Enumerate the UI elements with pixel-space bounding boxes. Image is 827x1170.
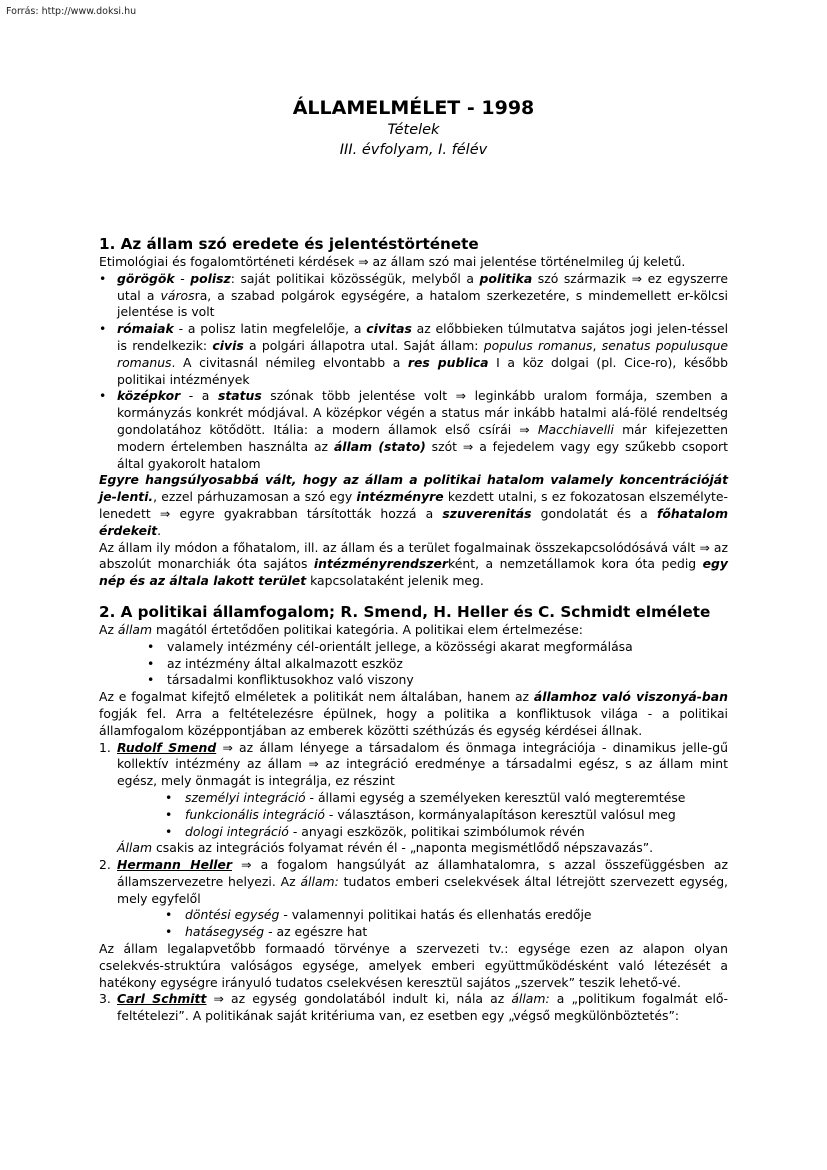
- text: .: [157, 522, 162, 538]
- text: kapcsolataként jelenik meg.: [306, 573, 484, 589]
- document-year: III. évfolyam, I. félév: [339, 142, 488, 158]
- term: állam (stato): [333, 438, 426, 454]
- section-1-intro: Etimológiai és fogalomtörténeti kérdések ⇒ az állam szó mai jelentése történelmileg új keletű.: [99, 254, 686, 269]
- list-item: [165, 824, 728, 841]
- text: szónak több jelentése volt ⇒ leginkább uralom formája, szemben a kormányzás konkrét módjával. A középkor végén a status már inkább hatalmi alá-fölé rendeltség gondolatához kötődött. Itália: a modern államok első csírái ⇒: [117, 388, 728, 437]
- text: - a: [180, 388, 218, 404]
- text: - választáson, kormányalapításon keresztül valósul meg: [324, 806, 676, 822]
- text: - valamennyi politikai hatás és ellenhatás eredője: [279, 907, 592, 923]
- text: szót ⇒ a fejedelem vagy egy szűkebb csoport által gyakorolt hatalom: [117, 438, 728, 471]
- list-item: • valamely intézmény cél-orientált jellege, a közösségi akarat megformálása: [147, 639, 728, 656]
- item-number: 1.: [99, 739, 111, 755]
- text: magától értetődően politikai kategória. A politikai elem értelmezése:: [152, 621, 583, 637]
- term: személyi integráció: [185, 789, 306, 805]
- source-url: Forrás: http://www.doksi.hu: [6, 6, 137, 17]
- section-2-paragraph-2: Az állam legalapvetőbb formaadó törvénye a szervezeti tv.: egysége ezen az alapon olyan cselekvés-struktúra valóságos egysége, amelyek emberi együttműködésként való létezését a hatékony egységre irányuló tudatos cselekvésen keresztül sajátos „szervek” teszik lehető-vé.: [99, 941, 728, 990]
- text: -: [174, 270, 191, 286]
- theorists-list-a: [99, 740, 728, 942]
- list-item: [165, 790, 728, 807]
- term: civitas: [366, 321, 412, 337]
- section-2-intro: [99, 622, 728, 639]
- theorist-name: Hermann Heller: [117, 857, 233, 873]
- list-item-romaiak: [99, 321, 728, 388]
- section-1-paragraph-1: [99, 472, 728, 539]
- document-subtitle: Tételek: [387, 122, 440, 138]
- term: polisz: [190, 270, 231, 286]
- section-1-heading: 1. Az állam szó eredete és jelentéstörténete: [99, 235, 479, 253]
- term: görögök: [117, 270, 175, 286]
- list-item: • társadalmi konfliktusokhoz való viszony: [147, 672, 728, 689]
- term: res publica: [407, 354, 489, 370]
- term: város: [160, 287, 195, 303]
- integration-list: [165, 790, 728, 840]
- term: intézményrendszer: [313, 556, 449, 572]
- term: rómaiak: [117, 321, 174, 337]
- term: Macchiavelli: [537, 421, 614, 437]
- text: a polgári állapotra utal. Saját állam:: [243, 337, 484, 353]
- theorist-name: Carl Schmitt: [117, 991, 207, 1007]
- item-number: 2.: [99, 857, 111, 873]
- text: a „politikum fogalmát elő-feltételezi”. A politikának saját kritériuma van, ez esetben egy „végső megkülönböztetés”:: [117, 991, 728, 1024]
- political-element-list: [147, 639, 728, 689]
- title-block: [99, 96, 728, 160]
- text: - anyagi eszközök, politikai szimbólumok révén: [288, 823, 585, 839]
- text: ⇒ az állam lényege a társadalom és önmaga integrációja - dinamikus jelle-gű kollektív intézmény az állam ⇒ az integráció eredménye a társadalmi egész, s az állam mint egész, mely önmagát is integrálja, ez részint: [117, 739, 729, 789]
- text: szó származik ⇒ ez egyszerre utal a: [117, 270, 728, 303]
- text: már kifejezetten modern értelemben használta az: [117, 421, 728, 454]
- term: állam:: [300, 873, 339, 889]
- term: főhatalom érdekeit: [99, 505, 728, 538]
- term: senatus populusque romanus: [117, 337, 728, 370]
- list-item: [165, 907, 728, 924]
- text: ra, a szabad polgárok egységére, a hatalom szerkezetére, s mindemellett er-kölcsi jelentése is volt: [117, 287, 729, 320]
- text: - állami egység a személyeken keresztül való megteremtése: [305, 789, 686, 805]
- section-1-list: [99, 271, 728, 473]
- text: ⇒ a fogalom hangsúlyát az államhatalomra, s azzal összefüggésben az államszervezetre helyezi. Az: [117, 857, 728, 889]
- text: csakis az integrációs folyamat révén él - „naponta megismétlődő népszavazás”.: [152, 840, 654, 856]
- text: ⇒ az egység gondolatából indult ki, nála az: [206, 991, 512, 1007]
- smend-closing: [117, 840, 728, 857]
- term: szuverenitás: [442, 505, 532, 521]
- text: fogják fel. Arra a feltételezésre épülnek, hogy a politika a konfliktusok világa - a politikai államfogalom középpontjában az emberek közötti széthúzás és egység kérdései állnak.: [99, 705, 728, 738]
- list-item: [165, 924, 728, 941]
- list-item: [165, 807, 728, 824]
- term: dologi integráció: [185, 823, 289, 839]
- section-2-heading: 2. A politikai államfogalom; R. Smend, H. Heller és C. Schmidt elmélete: [99, 602, 711, 621]
- list-item-kozepkor: [99, 388, 728, 472]
- text: Az e fogalmat kifejtő elméletek a politikát nem általában, hanem az: [99, 689, 534, 705]
- schmitt-item: [99, 991, 728, 1025]
- text: gondolatát és a: [531, 505, 657, 521]
- text: , ezzel párhuzamosan a szó egy: [153, 489, 357, 505]
- term: politika: [479, 270, 533, 286]
- term: döntési egység: [185, 907, 280, 923]
- term: hatásegység: [185, 924, 265, 940]
- section-2-paragraph-1: [99, 689, 728, 739]
- term: középkor: [117, 388, 181, 404]
- section-1-paragraph-2: [99, 540, 728, 590]
- list-item: • az intézmény által alkalmazott eszköz: [147, 656, 728, 673]
- term: status: [217, 388, 262, 404]
- text: Az állam ily módon a főhatalom, ill. az állam és a terület fogalmainak összekapcsolódósává vált ⇒ az abszolút monarchiák óta sajátos: [99, 539, 728, 572]
- text: - a polisz latin megfelelője, a: [173, 321, 367, 337]
- text: : saját politikai közösségük, melyből a: [230, 270, 480, 286]
- text: kezdett utalni, s ez fokozatosan elszemélyte-lenedett ⇒ egyre gyakrabban társították hozzá a: [99, 489, 728, 521]
- term: államhoz való viszonyá-ban: [533, 689, 728, 705]
- term: Egyre hangsúlyosabbá vált, hogy az állam a politikai hatalom valamely koncentrációját je-lenti.: [99, 472, 728, 505]
- term: egy nép és az általa lakott terület: [99, 556, 728, 589]
- text: - az egészre hat: [264, 924, 368, 940]
- text: tudatos emberi cselekvések által létrejött szervezett egység, mely egyfelől: [117, 873, 728, 906]
- term: Állam: [117, 840, 153, 856]
- text: az előbbieken túlmutatva sajátos jogi jelen-téssel is rendelkezik:: [117, 321, 729, 353]
- text: ,: [592, 337, 602, 353]
- text: ként, a nemzetállamok kora óta pedig: [448, 556, 703, 572]
- document-page: [99, 96, 728, 1025]
- theorists-list-b: [99, 991, 728, 1025]
- term: állam: [117, 621, 153, 637]
- term: populus romanus: [483, 337, 593, 353]
- text: . A civitasnál némileg elvontabb a: [171, 354, 408, 370]
- term: intézményre: [356, 489, 444, 505]
- unity-list: [165, 907, 728, 941]
- theorist-name: Rudolf Smend: [117, 739, 217, 755]
- text: I a köz dolgai (pl. Cice-ro), később politikai intézmények: [117, 354, 728, 387]
- smend-item: [99, 740, 728, 858]
- text: Az: [99, 621, 118, 637]
- term: állam:: [511, 991, 550, 1007]
- list-item-gorogok: [99, 271, 728, 321]
- item-number: 3.: [99, 991, 111, 1007]
- document-title: ÁLLAMELMÉLET - 1998: [292, 97, 535, 119]
- heller-item: [99, 857, 728, 941]
- term: civis: [212, 337, 244, 353]
- term: funkcionális integráció: [185, 806, 325, 822]
